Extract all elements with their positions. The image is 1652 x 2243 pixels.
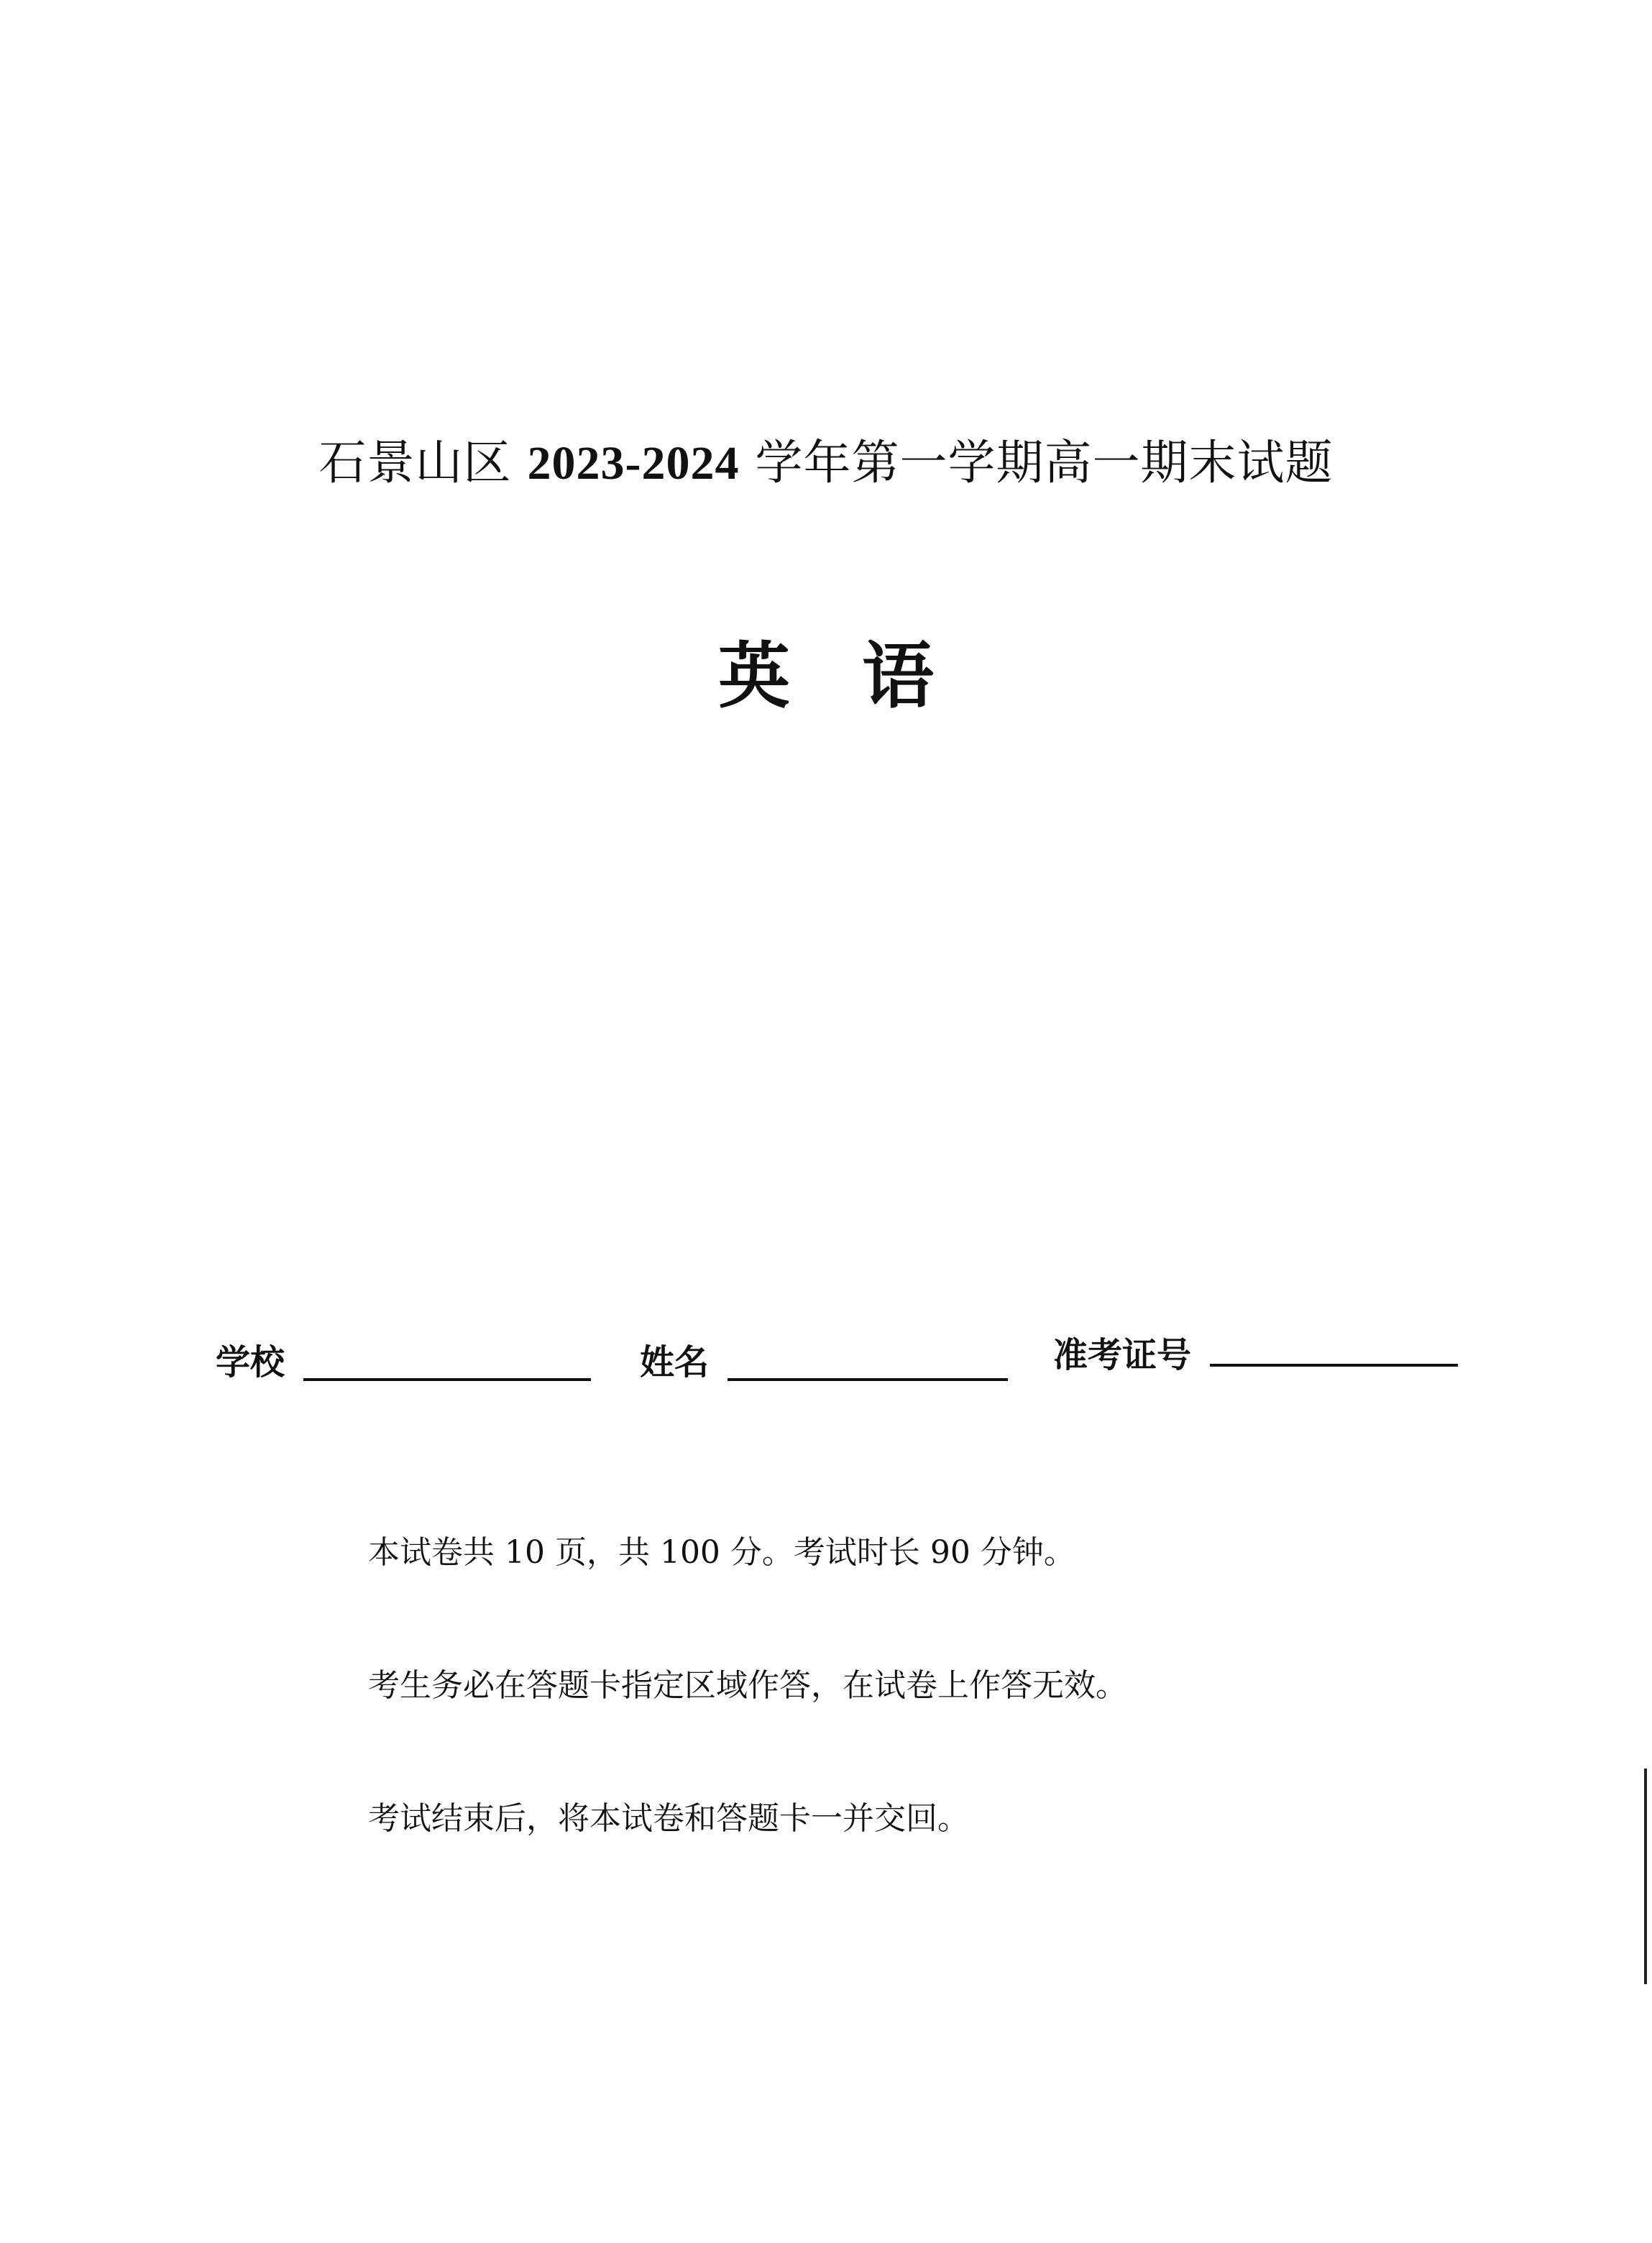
- name-field[interactable]: [640, 1334, 1008, 1384]
- school-label: 学校: [216, 1342, 285, 1382]
- name-blank-line[interactable]: [728, 1378, 1008, 1381]
- student-info-row: [0, 1334, 1652, 1391]
- exam-id-label: 准考证号: [1053, 1335, 1192, 1375]
- exam-title-prefix: 石景山区: [318, 435, 528, 490]
- exam-id-blank-line[interactable]: [1210, 1364, 1458, 1367]
- school-blank-line[interactable]: [303, 1378, 591, 1381]
- scan-edge-mark: [1644, 1769, 1647, 1984]
- instruction-return-papers: 考试结束后，将本试卷和答题卡一并交回。: [368, 1800, 969, 1837]
- school-field[interactable]: [216, 1334, 591, 1384]
- exam-title: [0, 424, 1652, 492]
- name-label: 姓名: [640, 1342, 710, 1382]
- exam-title-suffix: 学年第一学期高一期末试题: [739, 435, 1334, 490]
- exam-id-field[interactable]: [1053, 1326, 1458, 1377]
- subject-title: 英语: [718, 634, 1006, 718]
- instruction-pages-score-time: 本试卷共 10 页，共 100 分。考试时长 90 分钟。: [368, 1534, 1075, 1571]
- exam-title-year: 2023-2024: [527, 437, 740, 490]
- instruction-answer-sheet: 考生务必在答题卡指定区域作答，在试卷上作答无效。: [368, 1667, 1127, 1704]
